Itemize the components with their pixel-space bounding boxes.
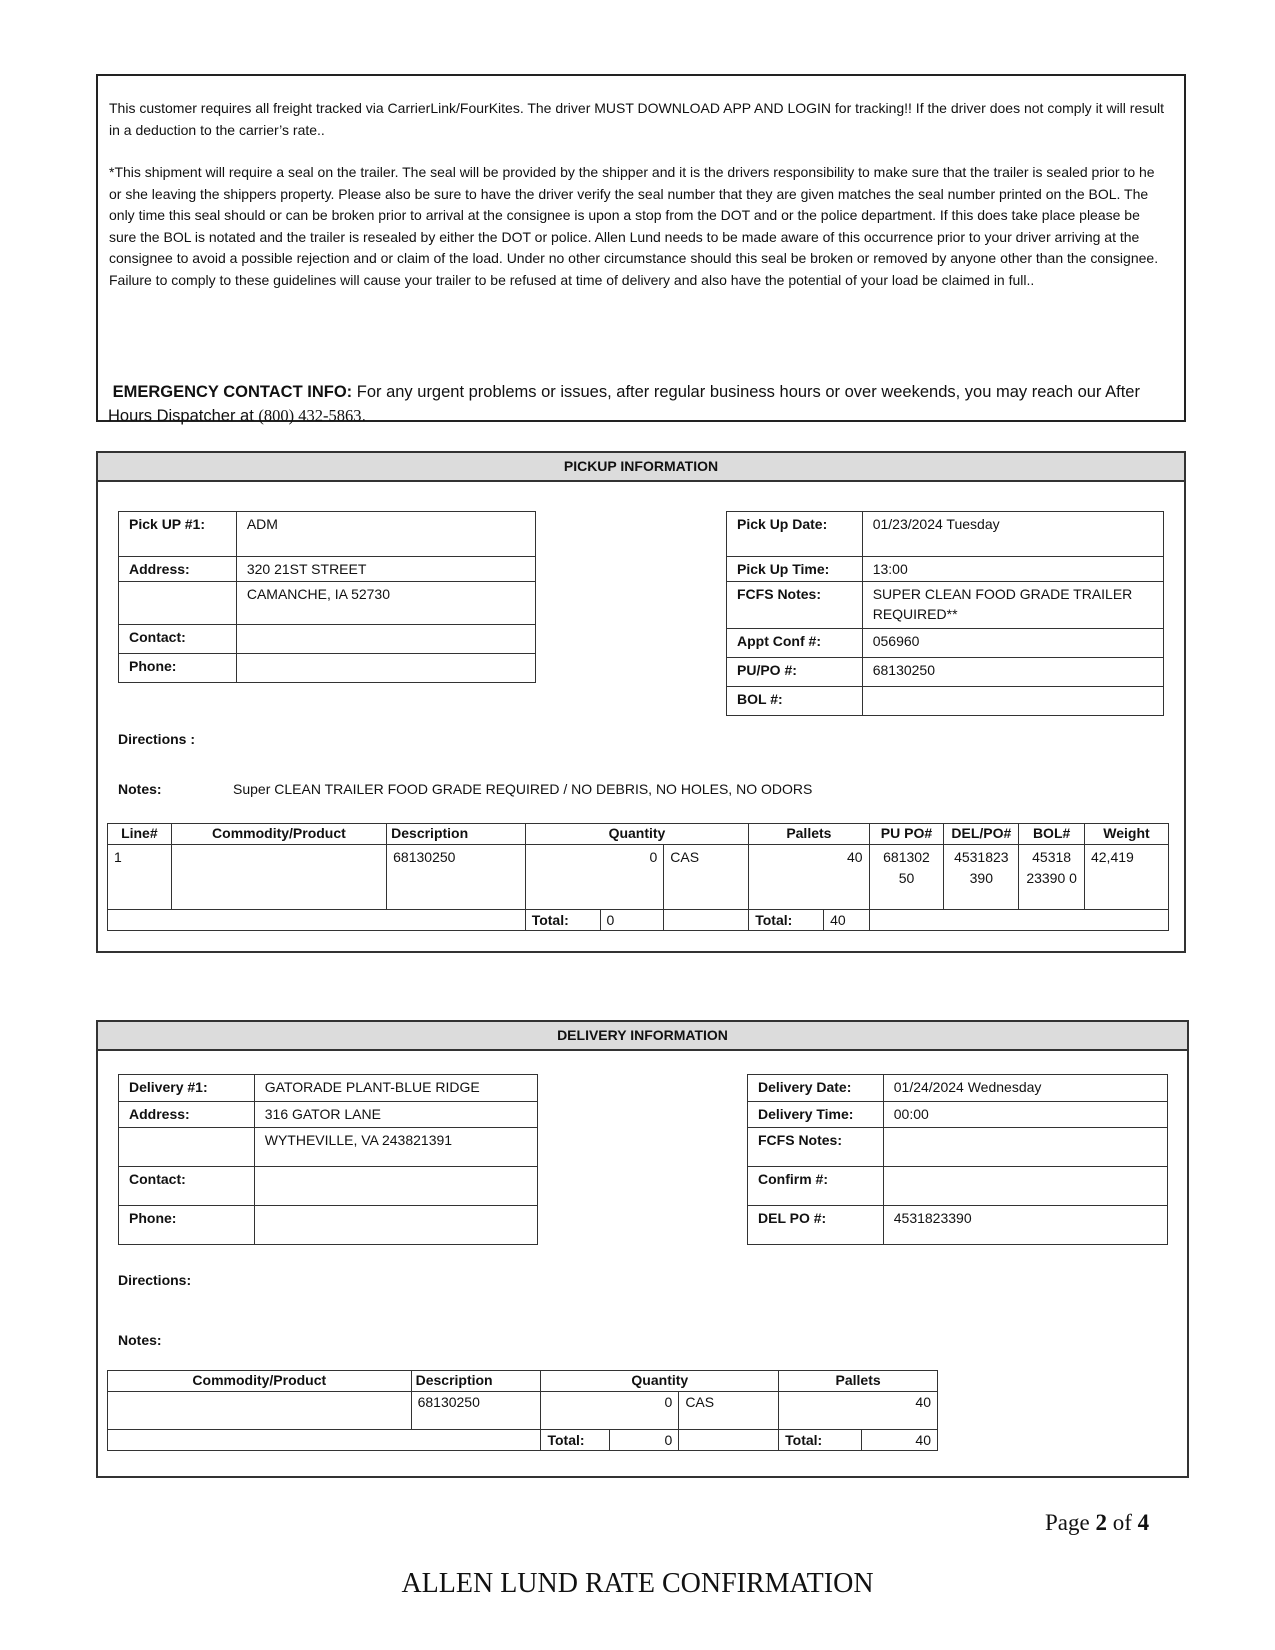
document-title: ALLEN LUND RATE CONFIRMATION [401, 1568, 874, 1599]
pickup-fcfs-notes: SUPER CLEAN FOOD GRADE TRAILER REQUIRED** [862, 582, 1163, 629]
pallets: 40 [749, 845, 869, 910]
delivery-address-line2: WYTHEVILLE, VA 243821391 [254, 1128, 537, 1167]
page-current: 2 [1095, 1510, 1107, 1535]
quantity-unit: CAS [679, 1392, 779, 1430]
page-prefix: Page [1045, 1510, 1096, 1535]
bol-value: 45318 23390 0 [1019, 845, 1085, 910]
bol-number [862, 687, 1163, 716]
delivery-time-label: Delivery Time: [748, 1102, 884, 1128]
pickup-date: 01/23/2024 Tuesday [862, 512, 1163, 557]
quantity: 0 [541, 1392, 679, 1430]
pickup-address-line2: CAMANCHE, IA 52730 [236, 582, 535, 625]
delivery-notes-label: Notes: [118, 1332, 162, 1348]
del-po-label: DEL PO #: [748, 1206, 884, 1245]
delivery-date: 01/24/2024 Wednesday [883, 1075, 1167, 1102]
qty-total: 0 [600, 910, 664, 931]
table-row [108, 845, 1169, 910]
quantity: 0 [525, 845, 664, 910]
pickup-fcfs-label: FCFS Notes: [727, 582, 863, 629]
pickup-date-label: Pick Up Date: [727, 512, 863, 557]
bol-label: BOL #: [727, 687, 863, 716]
col-commodity: Commodity/Product [171, 824, 386, 845]
pu-po-value: 681302 50 [869, 845, 944, 910]
confirm-label: Confirm #: [748, 1167, 884, 1206]
pu-po-label: PU/PO #: [727, 658, 863, 687]
emergency-phone: (800) 432-5863 [258, 406, 362, 425]
page-number [1045, 1510, 1149, 1536]
appt-conf-number: 056960 [862, 629, 1163, 658]
pickup-time: 13:00 [862, 557, 1163, 582]
pickup-time-label: Pick Up Time: [727, 557, 863, 582]
totals-row [108, 910, 1169, 931]
confirm-number [883, 1167, 1167, 1206]
col-description: Description [411, 1371, 541, 1392]
emergency-text: For any urgent problems or issues, after regular business hours or over weekends, you may reach our After Hours Dispatcher at [108, 383, 1140, 425]
col-description: Description [387, 824, 526, 845]
emergency-end: . [361, 407, 367, 425]
pickup-directions-label: Directions : [118, 731, 196, 747]
col-quantity: Quantity [525, 824, 749, 845]
delivery-details-left [118, 1074, 538, 1245]
col-pallets: Pallets [779, 1371, 938, 1392]
quantity-unit: CAS [664, 845, 749, 910]
delivery-directions-label: Directions: [118, 1272, 192, 1288]
pickup-notes: Super CLEAN TRAILER FOOD GRADE REQUIRED / NO DEBRIS, NO HOLES, NO ODORS [233, 781, 813, 797]
description: 68130250 [387, 845, 526, 910]
pickup-phone [236, 654, 535, 683]
delivery-number-label: Delivery #1: [119, 1075, 255, 1102]
description: 68130250 [411, 1392, 541, 1430]
col-pu-po: PU PO# [869, 824, 944, 845]
del-po-number: 4531823390 [883, 1206, 1167, 1245]
weight: 42,419 [1084, 845, 1168, 910]
pallet-total-label: Total: [779, 1430, 862, 1451]
pickup-number-label: Pick UP #1: [119, 512, 237, 557]
delivery-address-line1: 316 GATOR LANE [254, 1102, 537, 1128]
pallet-total: 40 [824, 910, 870, 931]
delivery-line-items [107, 1370, 938, 1451]
delivery-header: DELIVERY INFORMATION [98, 1022, 1187, 1051]
delivery-fcfs-label: FCFS Notes: [748, 1128, 884, 1167]
table-row [108, 1392, 938, 1430]
pickup-header: PICKUP INFORMATION [98, 453, 1184, 482]
delivery-phone-label: Phone: [119, 1206, 255, 1245]
delivery-address-label: Address: [119, 1102, 255, 1128]
pickup-contact-label: Contact: [119, 625, 237, 654]
delivery-contact-label: Contact: [119, 1167, 255, 1206]
pallet-total: 40 [862, 1430, 938, 1451]
delivery-contact [254, 1167, 537, 1206]
col-bol: BOL# [1019, 824, 1085, 845]
seal-notice: *This shipment will require a seal on the trailer. The seal will be provided by the shipper and it is the drivers responsibility to make sure that the trailer is sealed prior to he or she leaving the shippers property. Please also be sure to have the driver verify the seal number that they are given matches the seal number printed on the BOL. The only time this seal should or can be broken prior to arrival at the consignee is upon a stop from the DOT and or the police department. If this does take place please be sure the BOL is notated and the trailer is resealed by either the DOT or police. Allen Lund needs to be made aware of this occurrence prior to your driver arriving at the consignee to avoid a possible rejection and or claim of the load. Under no other circumstance should this seal be broken or removed by anyone other than the consignee. Failure to comply to these guidelines will cause your trailer to be refused at time of delivery and also have the potential of your load be claimed in full.. [109, 164, 1159, 288]
delivery-fcfs-notes [883, 1128, 1167, 1167]
pu-po-number: 68130250 [862, 658, 1163, 687]
pickup-address-line1: 320 21ST STREET [236, 557, 535, 582]
emergency-contact [108, 381, 1178, 428]
col-weight: Weight [1084, 824, 1168, 845]
line-number: 1 [108, 845, 172, 910]
pickup-details-right [726, 511, 1164, 716]
pickup-details-left [118, 511, 536, 683]
tracking-notice: This customer requires all freight tracked via CarrierLink/FourKites. The driver MUST DOWNLOAD APP AND LOGIN for tracking!! If the driver does not comply it will result in a deduction to the carrier’s rate.. [109, 100, 1165, 138]
pickup-name: ADM [236, 512, 535, 557]
commodity [108, 1392, 412, 1430]
del-po-value: 4531823 390 [944, 845, 1019, 910]
carrier-notice-box [96, 74, 1186, 425]
pickup-notes-label: Notes: [118, 781, 162, 797]
page-total: 4 [1137, 1510, 1150, 1535]
col-line: Line# [108, 824, 172, 845]
delivery-phone [254, 1206, 537, 1245]
delivery-time: 00:00 [883, 1102, 1167, 1128]
pallets: 40 [779, 1392, 938, 1430]
page-of: of [1106, 1510, 1138, 1535]
emergency-label: EMERGENCY CONTACT INFO: [112, 383, 353, 401]
pickup-contact [236, 625, 535, 654]
col-del-po: DEL/PO# [944, 824, 1019, 845]
pickup-line-items [107, 823, 1169, 931]
col-quantity: Quantity [541, 1371, 779, 1392]
qty-total: 0 [610, 1430, 679, 1451]
col-commodity: Commodity/Product [108, 1371, 412, 1392]
pallet-total-label: Total: [749, 910, 824, 931]
delivery-name: GATORADE PLANT-BLUE RIDGE [254, 1075, 537, 1102]
qty-total-label: Total: [525, 910, 600, 931]
pickup-address-label: Address: [119, 557, 237, 582]
appt-conf-label: Appt Conf #: [727, 629, 863, 658]
totals-row [108, 1430, 938, 1451]
delivery-date-label: Delivery Date: [748, 1075, 884, 1102]
pickup-phone-label: Phone: [119, 654, 237, 683]
commodity [171, 845, 386, 910]
col-pallets: Pallets [749, 824, 869, 845]
qty-total-label: Total: [541, 1430, 610, 1451]
delivery-details-right [747, 1074, 1168, 1245]
